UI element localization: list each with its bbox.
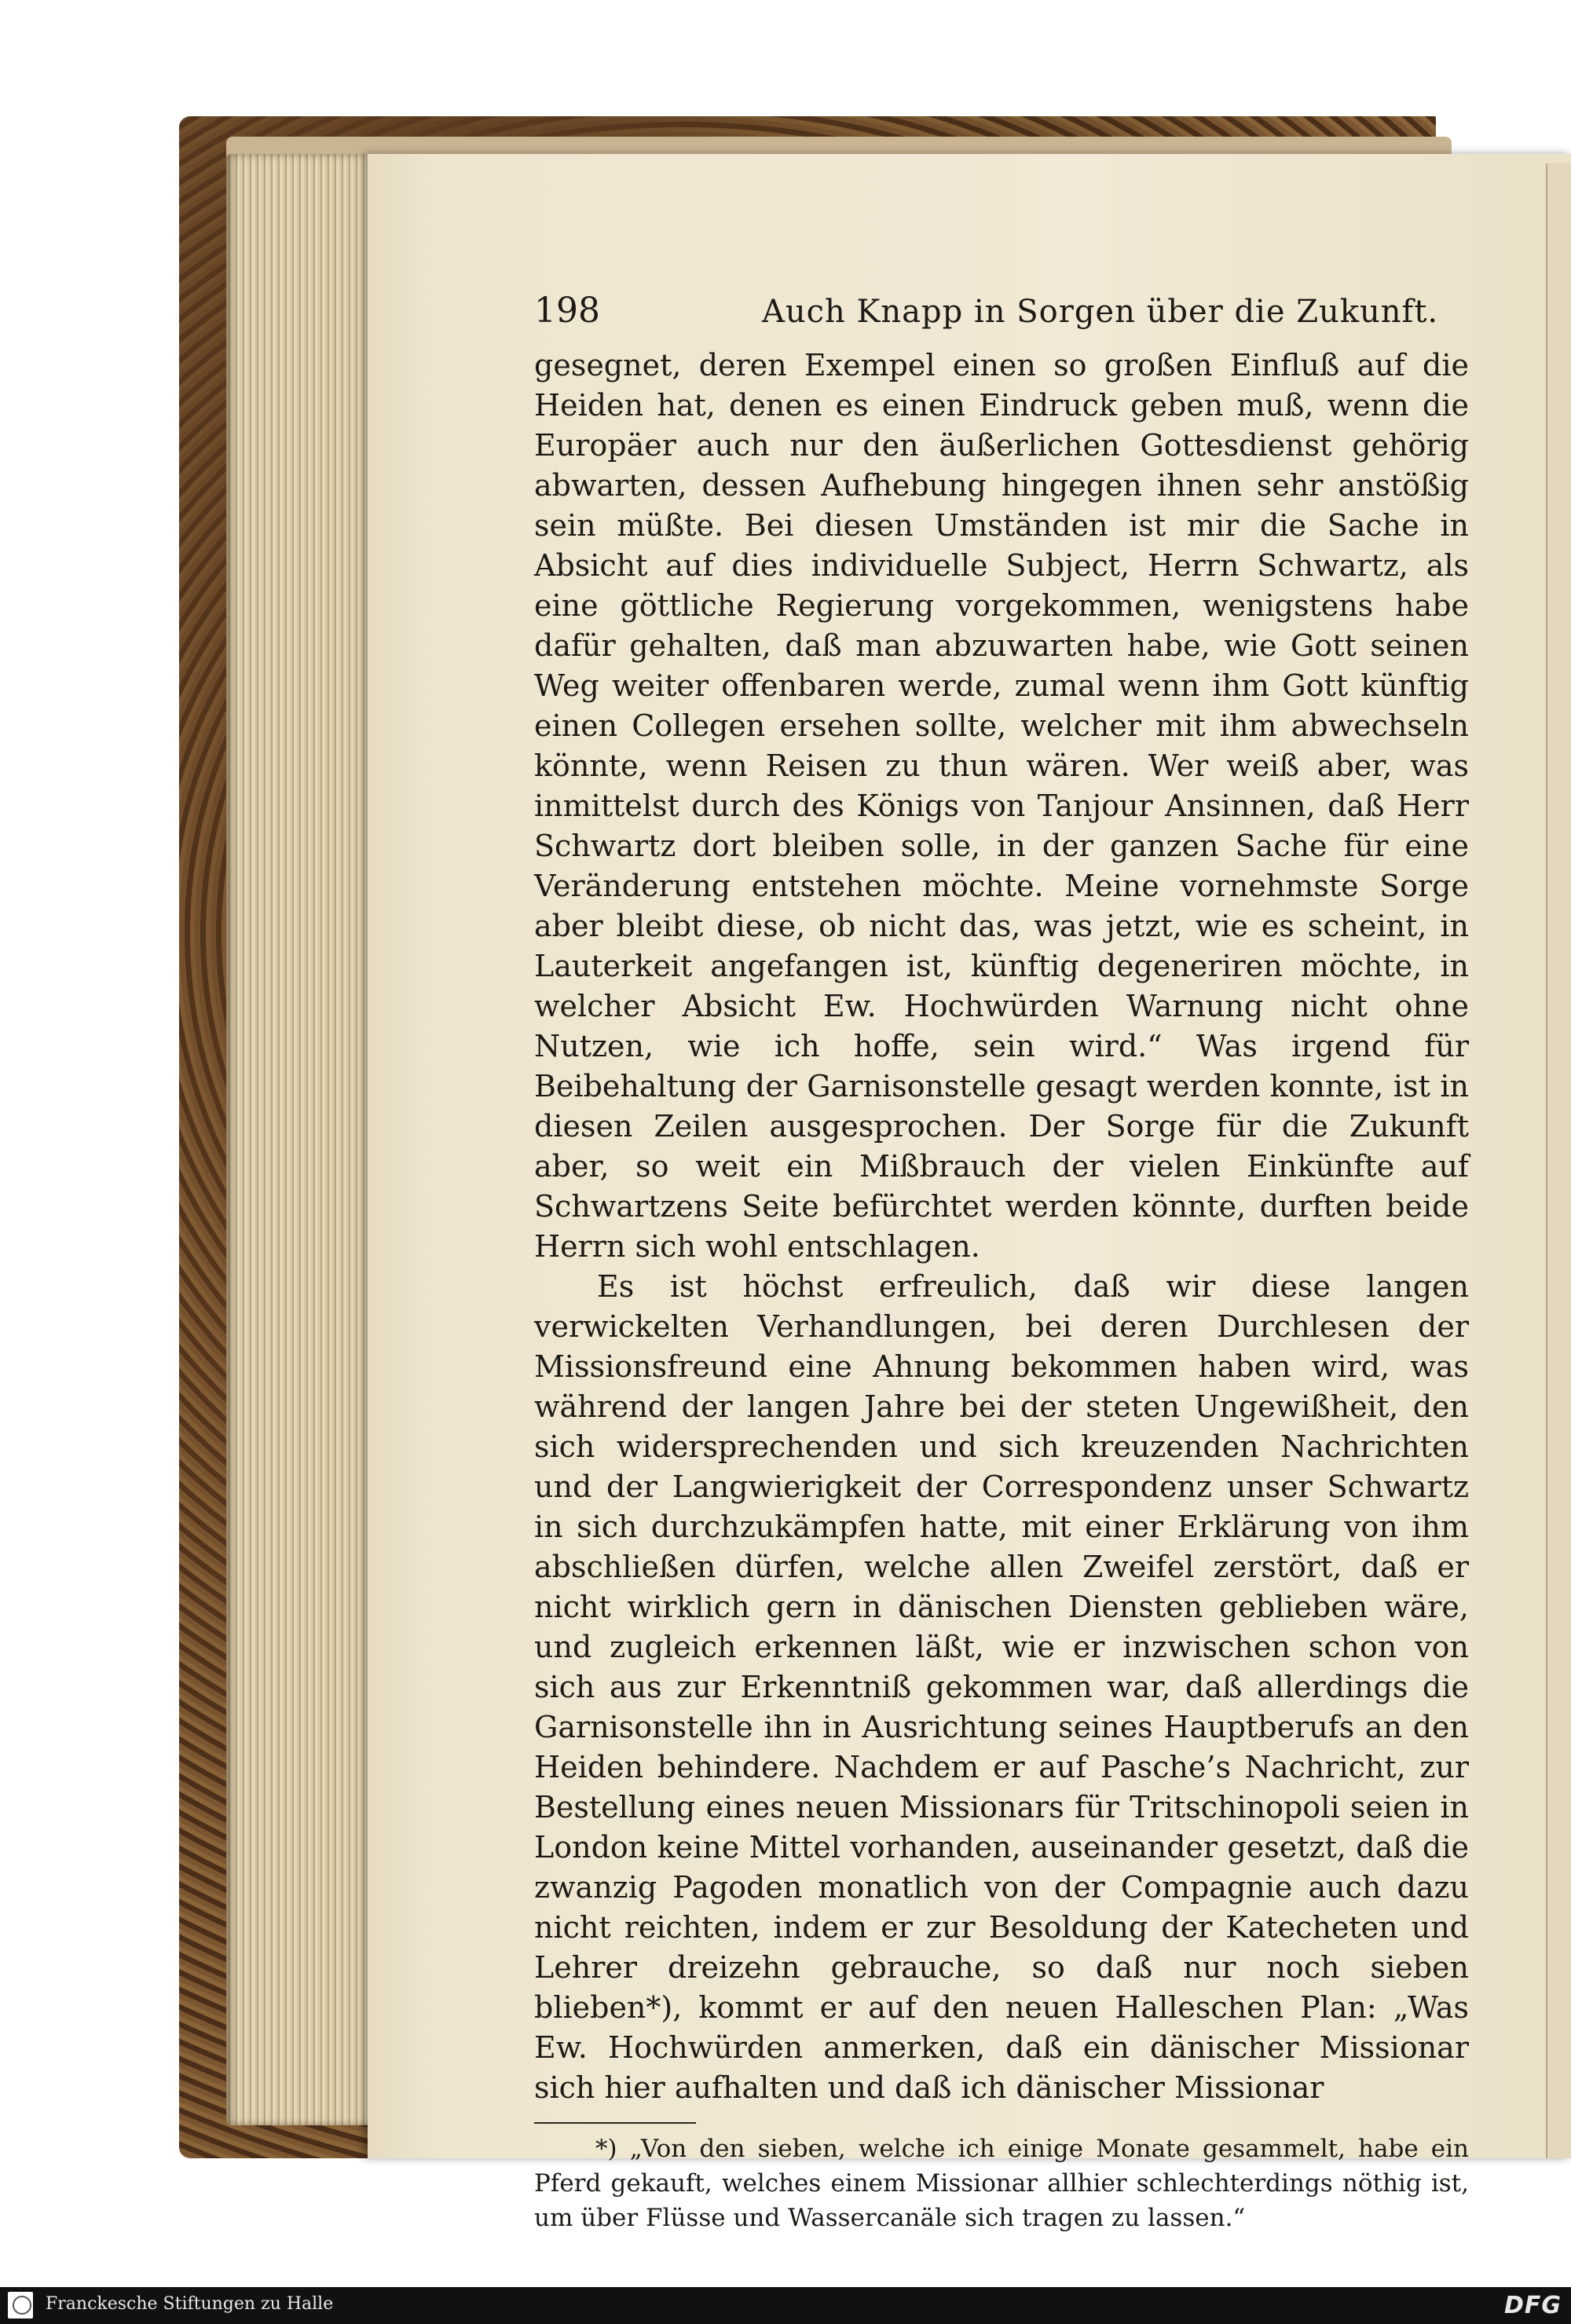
- page-content: [534, 291, 1469, 2235]
- page-number: 198: [534, 291, 600, 331]
- page-header: [534, 291, 1469, 346]
- dfg-logo: DFG: [1503, 2292, 1562, 2319]
- viewer-footer-bar: [0, 2287, 1571, 2324]
- body-text: [534, 346, 1469, 2108]
- footnote-divider: [534, 2122, 696, 2124]
- institution-logo-icon: [8, 2292, 33, 2319]
- running-head: Auch Knapp in Sorgen über die Zukunft.: [762, 294, 1439, 330]
- footnote: [534, 2132, 1469, 2235]
- facing-page-edge: [1546, 163, 1571, 2158]
- institution-name: Franckesche Stiftungen zu Halle: [46, 2294, 334, 2314]
- paragraph: Es ist höchst erfreulich, daß wir diese langen verwickelten Verhandlungen, bei deren Durchlesen der Missionsfreund eine Ahnung bekommen haben wird, was während der langen Jahre bei der steten Ungewißheit, den sich widersprechenden und sich kreuzenden Nachrichten und der Langwierigkeit der Correspondenz unser Schwartz in sich durchzukämpfen hatte, mit einer Erklärung von ihm abschließen dürfen, welche allen Zweifel zerstört, daß er nicht wirklich gern in dänischen Diensten geblieben wäre, und zugleich erkennen läßt, wie er inzwischen schon von sich aus zur Erkenntniß gekommen war, daß allerdings die Garnisonstelle ihn in Ausrichtung seines Hauptberufs an den Heiden behindere. Nachdem er auf Pasche’s Nachricht, zur Bestellung eines neuen Missionars für Tritschinopoli seien in London keine Mittel vorhanden, auseinander gesetzt, daß die zwanzig Pagoden monatlich von der Compagnie auch dazu nicht reichten, indem er zur Besoldung der Katecheten und Lehrer dreizehn gebrauche, so daß nur noch sieben blieben*), kommt er auf den neuen Halleschen Plan: „Was Ew. Hochwürden anmerken, daß ein dänischer Missionar sich hier aufhalten und daß ich dänischer Missionar: [534, 1269, 1469, 2105]
- paragraph: gesegnet, deren Exempel einen so großen Einfluß auf die Heiden hat, denen es einen Eindruck geben muß, wenn die Europäer auch nur den äußerlichen Gottesdienst gehörig abwarten, dessen Aufhebung hingegen ihnen sehr anstößig sein müßte. Bei diesen Umständen ist mir die Sache in Absicht auf dies individuelle Subject, Herrn Schwartz, als eine göttliche Regierung vorgekommen, wenigstens habe dafür gehalten, daß man abzuwarten habe, wie Gott seinen Weg weiter offenbaren werde, zumal wenn ihm Gott künftig einen Collegen ersehen sollte, welcher mit ihm abwechseln könnte, wenn Reisen zu thun wären. Wer weiß aber, was inmittelst durch des Königs von Tanjour Ansinnen, daß Herr Schwartz dort bleiben solle, in der ganzen Sache für eine Veränderung entstehen möchte. Meine vornehmste Sorge aber bleibt diese, ob nicht das, was jetzt, wie es scheint, in Lauterkeit angefangen ist, künftig degeneriren möchte, in welcher Absicht Ew. Hochwürden Warnung nicht ohne Nutzen, wie ich hoffe, sein wird.“ Was irgend für Beibehaltung der Garnisonstelle gesagt werden konnte, ist in diesen Zeilen ausgesprochen. Der Sorge für die Zukunft aber, so weit ein Mißbrauch der vielen Einkünfte auf Schwartzens Seite befürchtet werden könnte, durften beide Herrn sich wohl entschlagen.: [534, 348, 1469, 1264]
- footnote-text: *) „Von den sieben, welche ich einige Monate gesammelt, habe ein Pferd gekauft, welches einem Missionar allhier schlechterdings nöthig ist, um über Flüsse und Wassercanäle sich tragen zu lassen.“: [534, 2135, 1469, 2232]
- page-edges: [226, 154, 378, 2125]
